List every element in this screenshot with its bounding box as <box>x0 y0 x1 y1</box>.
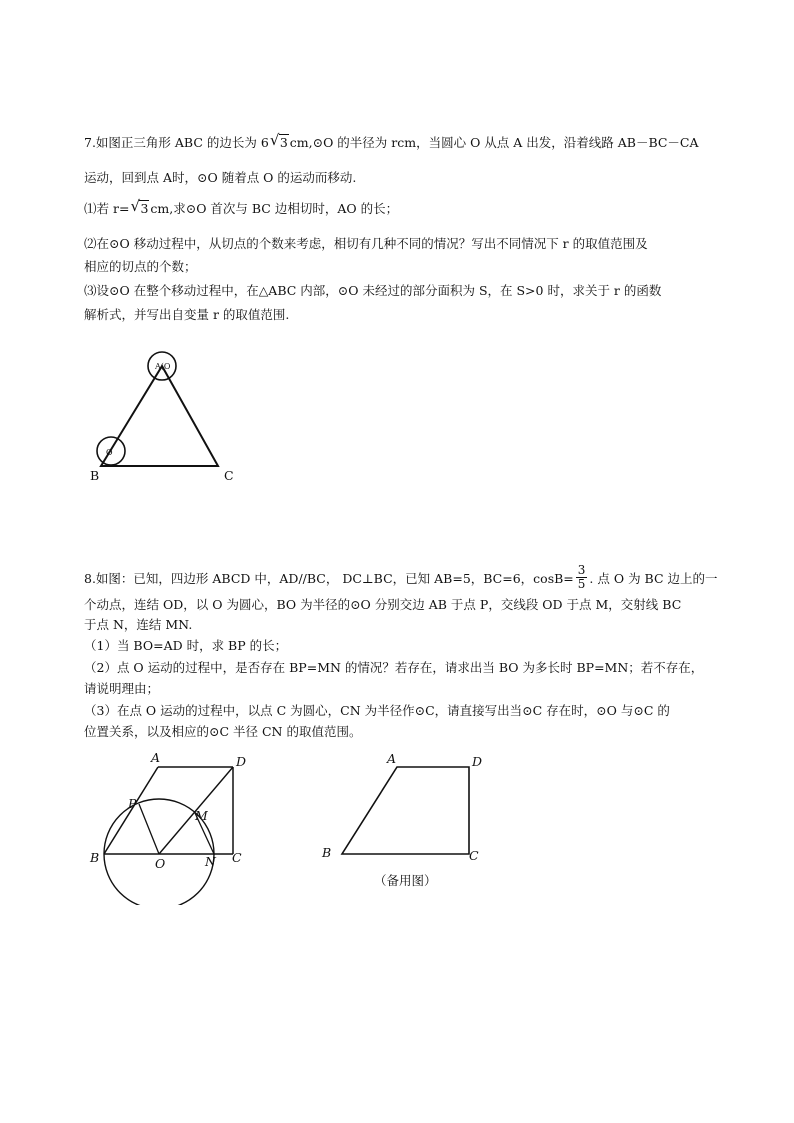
label-a: A <box>151 750 161 765</box>
p8-line2: 个动点，连结 OD，以 O 为圆心，BO 为半径的⊙O 分别交边 AB 于点 P，交线段 OD 于点 M，交射线 BC <box>84 597 682 612</box>
sqrt-sign: √ 3 <box>269 131 288 150</box>
label-b: B <box>90 850 100 865</box>
p7-line1 <box>84 131 699 151</box>
triangle-abc <box>101 366 218 466</box>
p8-main-figure <box>85 745 260 905</box>
p7-line2: 运动，回到点 A时，⊙O 随着点 O 的运动而移动. <box>84 170 357 185</box>
label-c: C <box>224 468 234 483</box>
label-c: C <box>232 850 242 865</box>
label-n: N <box>205 854 216 869</box>
label-a-o: A(O <box>155 362 171 371</box>
backup-figure-caption: （备用图） <box>374 873 437 888</box>
label-b: B <box>90 468 100 483</box>
p7-line1-start: 7.如图正三角形 ABC 的边长为 6 <box>84 135 269 150</box>
label-d: D <box>472 754 483 769</box>
p8-backup-figure <box>315 745 490 895</box>
p8-line1 <box>84 563 718 593</box>
p8-question3-line1: （3）在点 O 运动的过程中，以点 C 为圆心，CN 为半径作⊙C，请直接写出当⊙C 存在时，⊙O 与⊙C 的 <box>84 703 670 718</box>
segment-op <box>139 804 159 854</box>
p8-line1-end: . 点 O 为 BC 边上的一 <box>589 571 718 586</box>
trapezoid-abcd <box>342 767 469 854</box>
label-o: O <box>106 448 113 457</box>
p7-line1-end: cm,⊙O 的半径为 rcm，当圆心 O 从点 A 出发，沿着线路 AB－BC－CA <box>289 135 699 150</box>
p7-question3-line1: ⑶设⊙O 在整个移动过程中，在△ABC 内部，⊙O 未经过的部分面积为 S，在 S>0 时，求关于 r 的函数 <box>84 283 662 298</box>
p7-q1-end: cm,求⊙O 首次与 BC 边相切时，AO 的长； <box>150 201 399 216</box>
p8-question2-line2: 请说明理由； <box>84 681 160 696</box>
label-a: A <box>387 751 397 766</box>
label-c: C <box>469 848 479 863</box>
p8-question2-line1: （2）点 O 运动的过程中，是否存在 BP=MN 的情况？若存在，请求出当 BO 为多长时 BP=MN；若不存在， <box>84 660 704 675</box>
p7-q1-start: ⑴若 r= <box>84 201 130 216</box>
p8-line1-start: 8.如图：已知，四边形 ABCD 中，AD//BC， DC⊥BC，已知 AB=5，BC=6，cosB= <box>84 571 574 586</box>
fraction-cosb <box>576 564 588 591</box>
p8-line3: 于点 N，连结 MN. <box>84 617 193 632</box>
p7-triangle-figure <box>80 340 260 490</box>
label-o: O <box>155 856 166 871</box>
p7-question2-line2: 相应的切点的个数； <box>84 259 197 274</box>
label-m: M <box>195 808 208 823</box>
label-p: P <box>128 796 137 811</box>
p7-question3-line2: 解析式，并写出自变量 r 的取值范围. <box>84 307 290 322</box>
fraction-denominator: 5 <box>577 577 586 591</box>
sqrt-sign: √ 3 <box>130 197 149 216</box>
sqrt-radicand: 3 <box>140 201 149 216</box>
label-b: B <box>322 845 332 860</box>
p7-question1 <box>84 197 399 217</box>
p8-question1: （1）当 BO=AD 时，求 BP 的长； <box>84 638 288 653</box>
label-d: D <box>236 754 247 769</box>
sqrt-radicand: 3 <box>279 135 288 150</box>
p7-question2-line1: ⑵在⊙O 移动过程中，从切点的个数来考虑，相切有几种不同的情况？写出不同情况下 r 的取值范围及 <box>84 236 648 251</box>
p8-question3-line2: 位置关系，以及相应的⊙C 半径 CN 的取值范围。 <box>84 724 362 739</box>
fraction-numerator: 3 <box>577 563 586 577</box>
